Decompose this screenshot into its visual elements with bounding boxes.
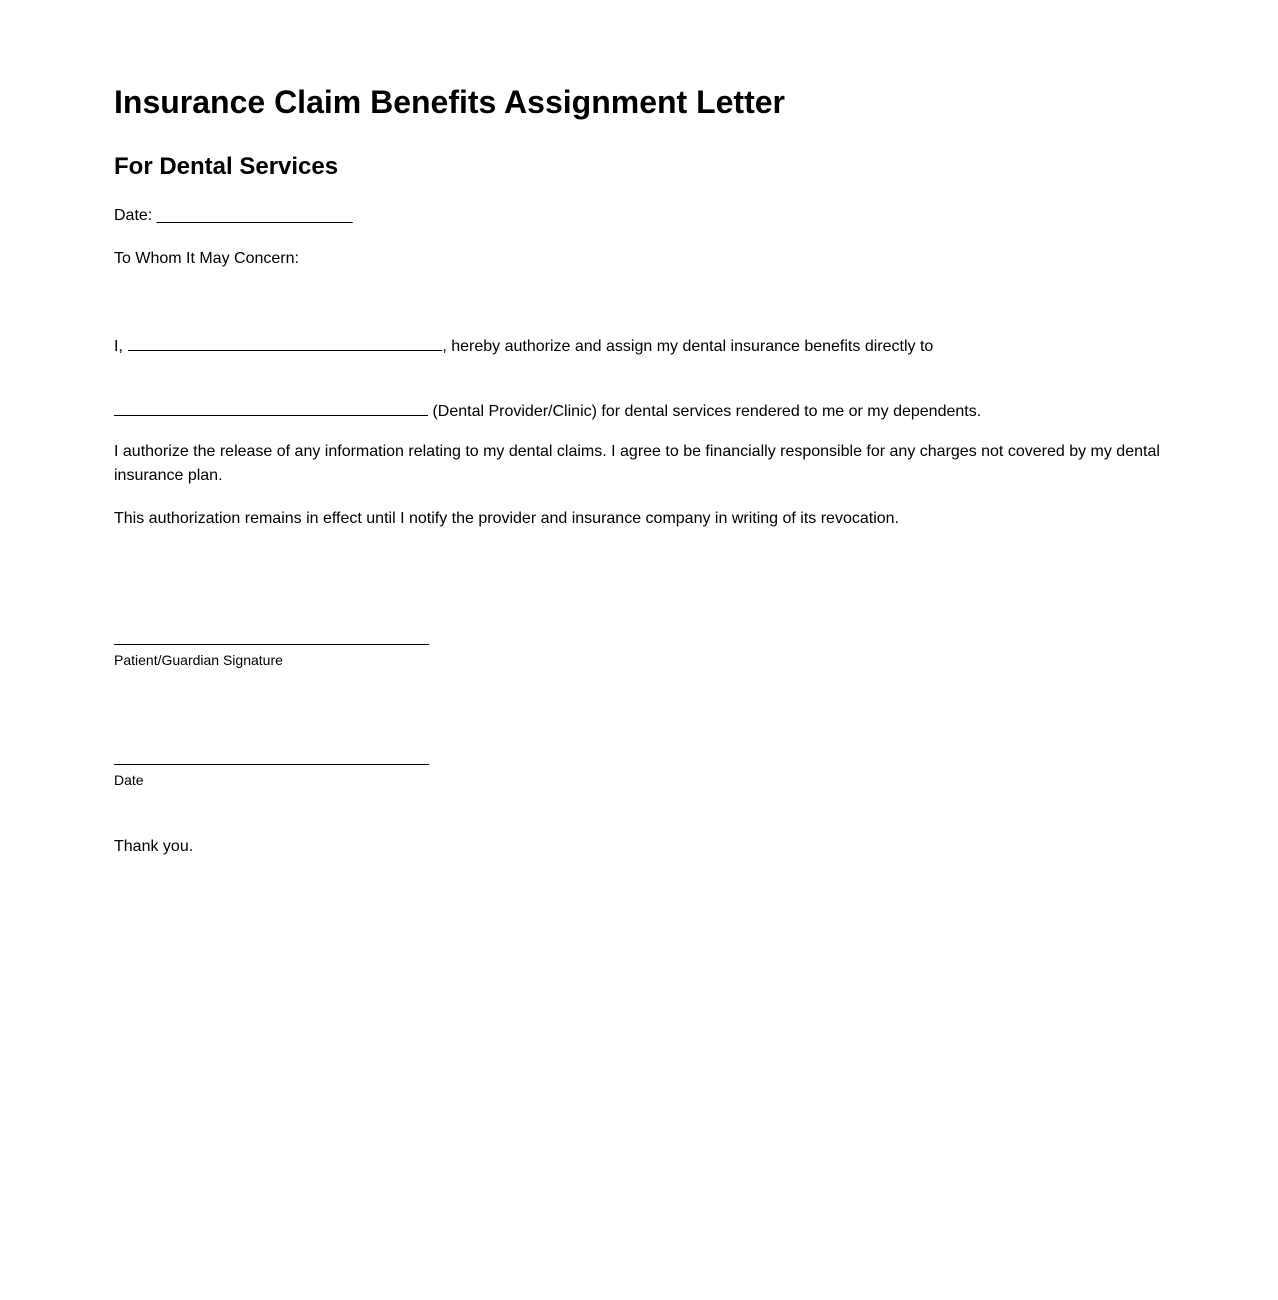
authorization-prefix: I, (114, 338, 123, 355)
release-paragraph: I authorize the release of any information relating to my dental claims. I agree to be financially responsible for any charges not covered by my dental insurance plan. (114, 443, 1160, 484)
signature-line[interactable] (114, 644, 429, 645)
provider-name-blank-field[interactable] (114, 396, 428, 416)
patient-name-blank-field[interactable] (128, 331, 442, 351)
provider-line (114, 396, 981, 424)
authorization-suffix: , hereby authorize and assign my dental insurance benefits directly to (442, 338, 934, 355)
validity-paragraph: This authorization remains in effect until I notify the provider and insurance company in writing of its revocation. (114, 510, 899, 527)
date-label: Date: (114, 207, 153, 224)
signature-date-line[interactable] (114, 764, 429, 765)
closing: Thank you. (114, 838, 194, 855)
signature-label: Patient/Guardian Signature (114, 652, 283, 668)
authorization-line (114, 331, 933, 359)
date-line (114, 204, 352, 228)
salutation: To Whom It May Concern: (114, 250, 299, 267)
provider-suffix: (Dental Provider/Clinic) for dental services rendered to me or my dependents. (432, 403, 982, 420)
date-blank-field[interactable]: ______________________ (156, 207, 353, 224)
signature-date-label: Date (114, 772, 144, 788)
page-subtitle: For Dental Services (114, 153, 339, 180)
page-title: Insurance Claim Benefits Assignment Letter (114, 84, 785, 120)
